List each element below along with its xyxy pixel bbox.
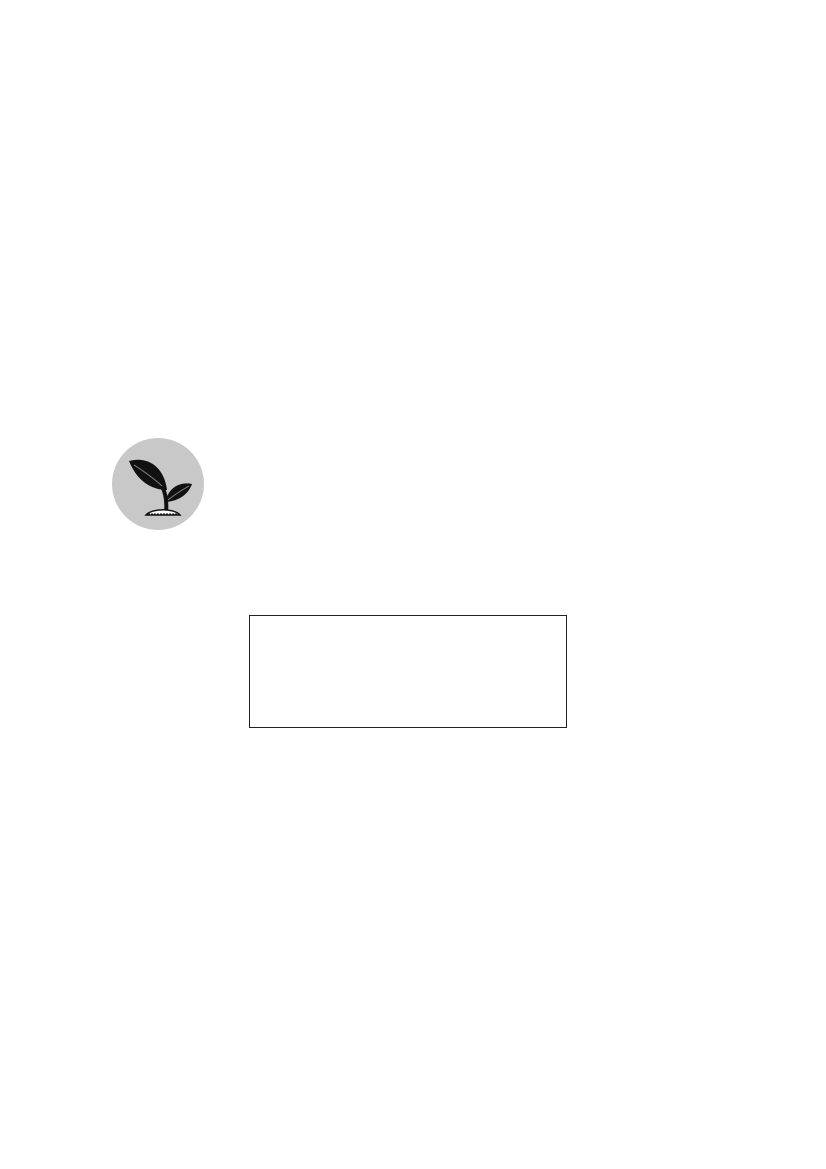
seedling-icon (112, 438, 204, 530)
word-choices-box (249, 615, 567, 728)
